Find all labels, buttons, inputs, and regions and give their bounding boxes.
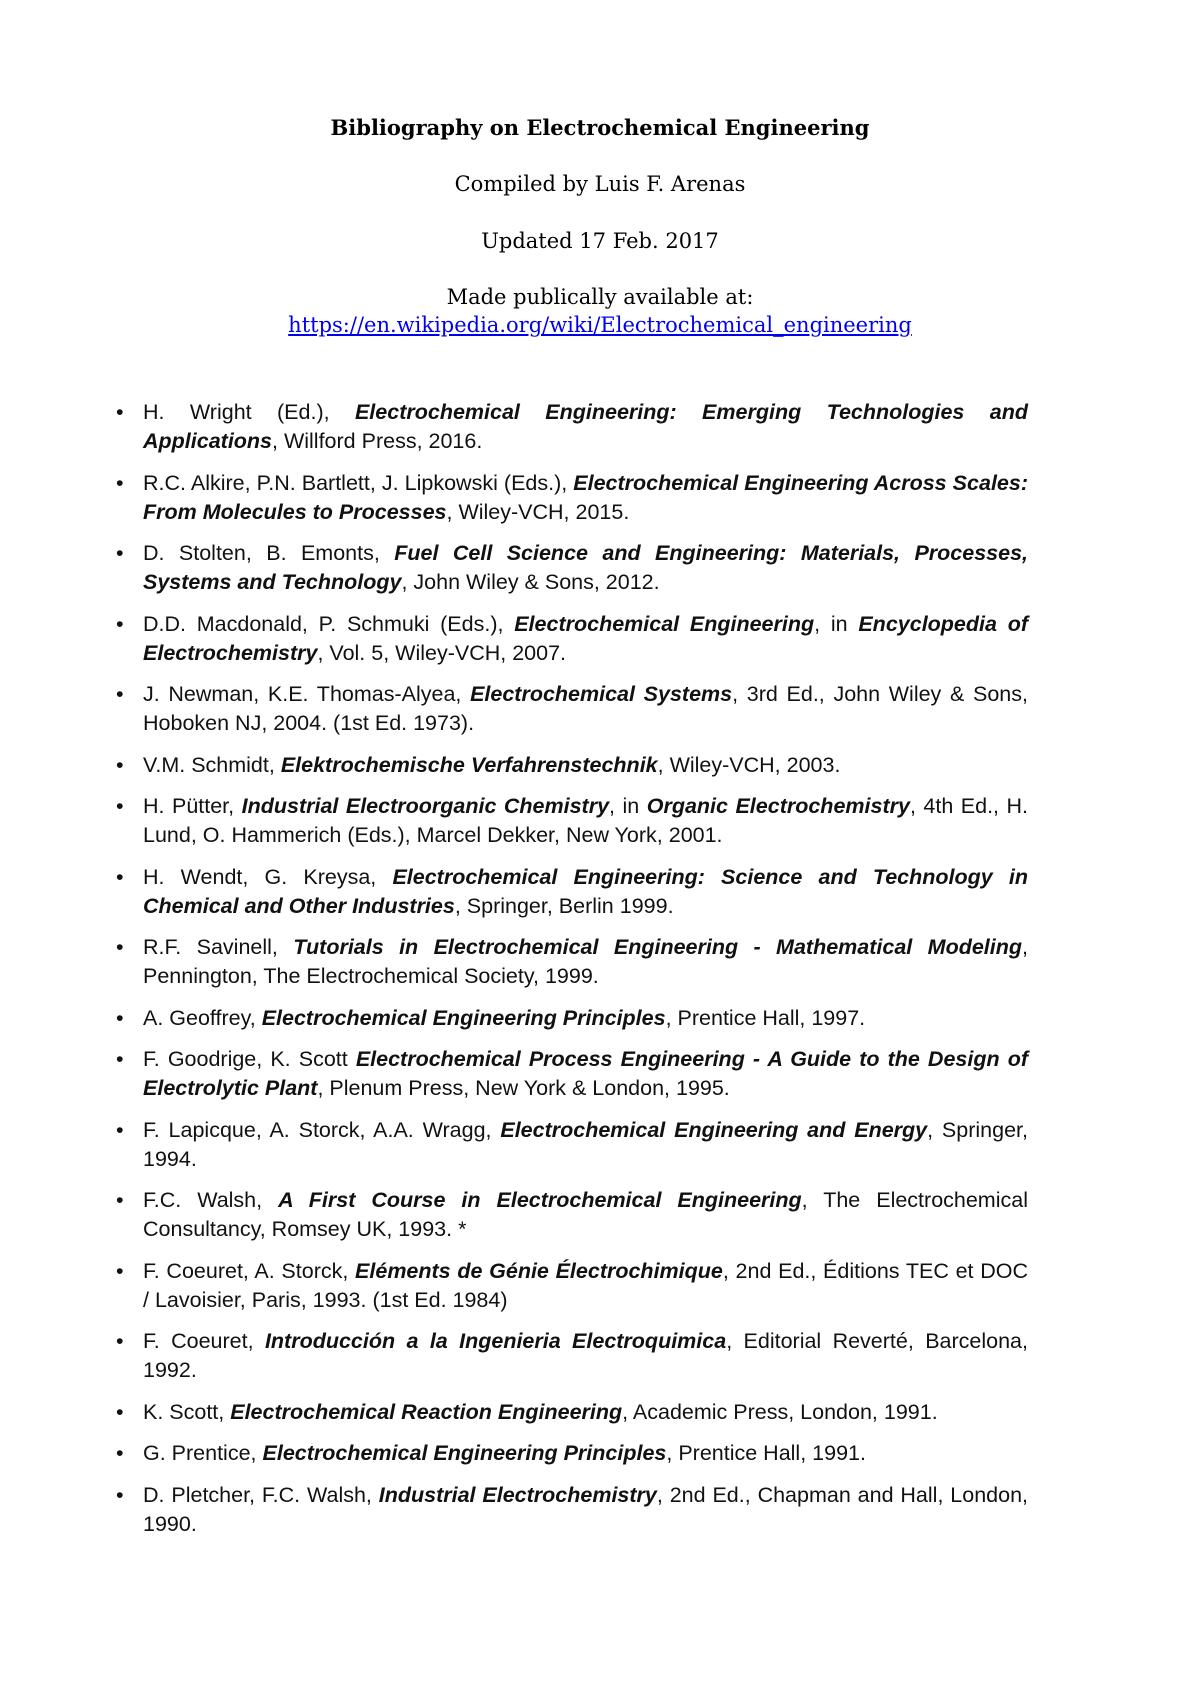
- bullet-icon: •: [116, 1047, 124, 1071]
- entry-publication: , Plenum Press, New York & London, 1995.: [317, 1076, 730, 1100]
- bibliography-entry: [116, 1257, 1028, 1315]
- entry-publication: , Springer, 1994.: [143, 1117, 1028, 1171]
- entry-publication: , Vol. 5, Wiley-VCH, 2007.: [317, 640, 567, 665]
- entry-authors: H. Wright (Ed.),: [143, 400, 355, 424]
- entry-publication: , 2nd Ed., Éditions TEC et DOC / Lavoisier, Paris, 1993. (1st Ed. 1984): [143, 1258, 1028, 1312]
- entry-publication: , 4th Ed., H. Lund, O. Hammerich (Eds.), Marcel Dekker, New York, 2001.: [143, 794, 1028, 847]
- bullet-icon: •: [116, 794, 124, 818]
- bibliography-entry: [116, 863, 1028, 921]
- entry-title: Electrochemical Engineering: Science and Technology in Chemical and Other Industries: [143, 864, 1028, 918]
- bullet-icon: •: [116, 541, 124, 565]
- availability-note: Made publically available at:: [446, 285, 754, 309]
- bibliography-entry: [116, 1439, 1028, 1468]
- entry-authors: K. Scott,: [143, 1399, 231, 1424]
- document-title: Bibliography on Electrochemical Engineering: [330, 115, 870, 140]
- entry-title: Industrial Electrochemistry: [378, 1482, 657, 1507]
- entry-title: Electrochemical Engineering: Emerging Technologies and Applications: [143, 400, 1028, 453]
- entry-title: Tutorials in Electrochemical Engineering - Mathematical Modeling: [293, 935, 1023, 959]
- entry-container-title: Encyclopedia of Electrochemistry: [143, 611, 1028, 665]
- entry-title: Electrochemical Engineering: [514, 611, 815, 636]
- entry-title: Eléments de Génie Électrochimique: [355, 1258, 723, 1283]
- entry-connector: , in: [814, 611, 859, 636]
- entry-publication: , Editorial Reverté, Barcelona, 1992.: [143, 1329, 1028, 1382]
- entry-authors: R.F. Savinell,: [143, 935, 294, 959]
- entry-publication: , 3rd Ed., John Wiley & Sons, Hoboken NJ, 2004. (1st Ed. 1973).: [143, 682, 1028, 735]
- entry-authors: F. Coeuret,: [143, 1329, 265, 1353]
- entry-title: Elektrochemische Verfahrenstechnik: [280, 752, 658, 777]
- bullet-icon: •: [116, 400, 124, 424]
- bibliography-entry: [116, 1116, 1028, 1174]
- bibliography-entry: [116, 792, 1028, 850]
- bibliography-entry: [116, 398, 1028, 456]
- bibliography-list: [116, 398, 1028, 1551]
- bullet-icon: •: [116, 470, 124, 495]
- entry-publication: , Willford Press, 2016.: [272, 429, 483, 453]
- bibliography-entry: [116, 1186, 1028, 1244]
- bullet-icon: •: [116, 864, 124, 889]
- bibliography-entry: [116, 751, 1028, 780]
- entry-authors: F.C. Walsh,: [143, 1188, 279, 1212]
- entry-authors: H. Pütter,: [143, 794, 242, 818]
- entry-publication: , Springer, Berlin 1999.: [454, 893, 674, 918]
- entry-authors: F. Coeuret, A. Storck,: [143, 1258, 356, 1283]
- entry-publication: , Pennington, The Electrochemical Society, 1999.: [143, 935, 1028, 988]
- entry-publication: , Wiley-VCH, 2015.: [446, 499, 630, 524]
- entry-authors: A. Geoffrey,: [143, 1005, 262, 1030]
- entry-authors: D.D. Macdonald, P. Schmuki (Eds.),: [143, 611, 515, 636]
- entry-title: Electrochemical Systems: [470, 682, 733, 706]
- entry-publication: , Prentice Hall, 1997.: [665, 1005, 866, 1030]
- entry-title: Introducción a la Ingenieria Electroquimica: [264, 1329, 727, 1353]
- entry-authors: R.C. Alkire, P.N. Bartlett, J. Lipkowski (Eds.),: [143, 470, 574, 495]
- entry-title: A First Course in Electrochemical Engineering: [278, 1188, 802, 1212]
- compiled-by: Compiled by Luis F. Arenas: [454, 172, 746, 196]
- wikipedia-link[interactable]: https://en.wikipedia.org/wiki/Electrochemical_engineering: [288, 313, 912, 337]
- entry-publication: , Academic Press, London, 1991.: [622, 1399, 938, 1424]
- entry-title: Electrochemical Engineering and Energy: [500, 1117, 928, 1142]
- entry-title: Electrochemical Reaction Engineering: [230, 1399, 623, 1424]
- bullet-icon: •: [116, 1329, 124, 1353]
- bullet-icon: •: [116, 935, 124, 959]
- entry-authors: F. Lapicque, A. Storck, A.A. Wragg,: [143, 1117, 501, 1142]
- entry-publication: , John Wiley & Sons, 2012.: [401, 570, 660, 594]
- entry-publication: , 2nd Ed., Chapman and Hall, London, 1990.: [143, 1482, 1028, 1536]
- bibliography-entry: [116, 1327, 1028, 1385]
- entry-publication: , The Electrochemical Consultancy, Romsey UK, 1993. *: [143, 1188, 1028, 1241]
- entry-title: Industrial Electroorganic Chemistry: [241, 794, 610, 818]
- entry-authors: D. Stolten, B. Emonts,: [143, 541, 395, 565]
- bibliography-entry: [116, 469, 1028, 527]
- bibliography-entry: [116, 933, 1028, 991]
- entry-title: Electrochemical Engineering Principles: [261, 1005, 666, 1030]
- bullet-icon: •: [116, 1258, 124, 1283]
- entry-publication: , Prentice Hall, 1991.: [666, 1441, 866, 1465]
- entry-authors: F. Goodrige, K. Scott: [143, 1047, 356, 1071]
- bullet-icon: •: [116, 682, 124, 706]
- entry-title: Electrochemical Engineering Principles: [262, 1441, 667, 1465]
- bullet-icon: •: [116, 611, 124, 636]
- bullet-icon: •: [116, 1399, 124, 1424]
- bibliography-entry: [116, 1004, 1028, 1033]
- bullet-icon: •: [116, 1117, 124, 1142]
- bullet-icon: •: [116, 1482, 124, 1507]
- entry-title: Electrochemical Engineering Across Scales: From Molecules to Processes: [143, 470, 1028, 524]
- bullet-icon: •: [116, 1188, 124, 1212]
- bibliography-entry: [116, 610, 1028, 668]
- entry-container-title: Organic Electrochemistry: [646, 794, 910, 818]
- entry-authors: H. Wendt, G. Kreysa,: [143, 864, 393, 889]
- entry-authors: D. Pletcher, F.C. Walsh,: [143, 1482, 379, 1507]
- bibliography-entry: [116, 1045, 1028, 1103]
- bibliography-entry: [116, 1398, 1028, 1427]
- bullet-icon: •: [116, 1005, 124, 1030]
- entry-title: Fuel Cell Science and Engineering: Materials, Processes, Systems and Technology: [143, 541, 1028, 594]
- entry-authors: V.M. Schmidt,: [143, 752, 281, 777]
- bullet-icon: •: [116, 752, 124, 777]
- entry-publication: , Wiley-VCH, 2003.: [657, 752, 841, 777]
- bibliography-entry: [116, 1481, 1028, 1539]
- entry-authors: G. Prentice,: [143, 1441, 263, 1465]
- entry-authors: J. Newman, K.E. Thomas-Alyea,: [143, 682, 471, 706]
- entry-connector: , in: [609, 794, 647, 818]
- bibliography-entry: [116, 680, 1028, 738]
- bibliography-entry: [116, 539, 1028, 597]
- updated-date: Updated 17 Feb. 2017: [481, 229, 719, 253]
- bullet-icon: •: [116, 1441, 124, 1465]
- entry-title: Electrochemical Process Engineering - A Guide to the Design of Electrolytic Plant: [143, 1047, 1028, 1100]
